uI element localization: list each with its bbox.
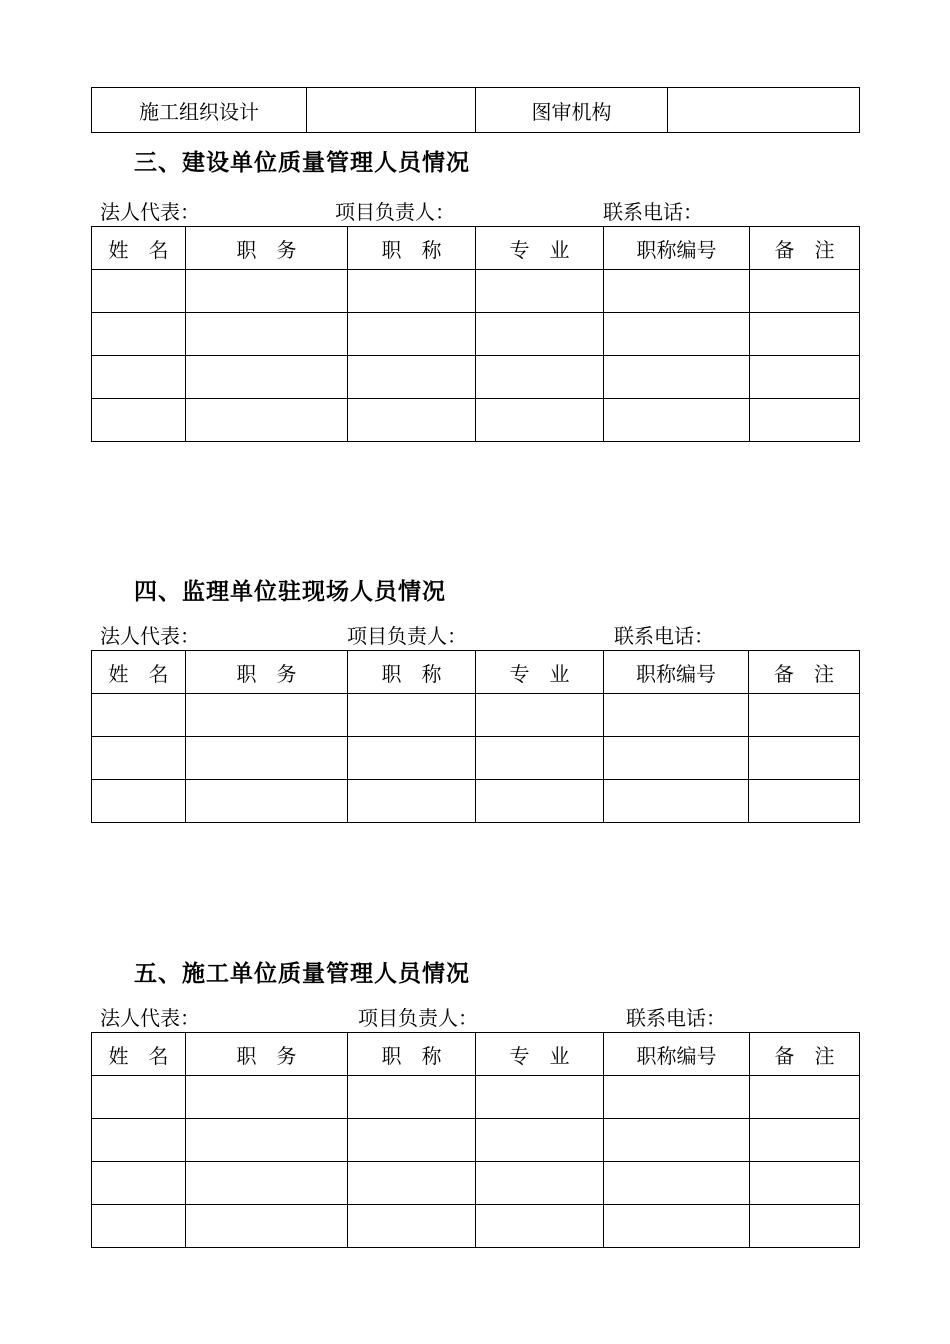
table-row — [92, 1076, 860, 1119]
review-agency-label: 图审机构 — [476, 88, 668, 133]
section-4-phone: 联系电话： — [614, 624, 714, 648]
table-row — [92, 356, 860, 399]
col-position-header: 职 务 — [186, 1033, 348, 1076]
table-row — [92, 1205, 860, 1248]
col-title-header: 职 称 — [348, 1033, 476, 1076]
review-agency-value[interactable] — [668, 88, 860, 133]
col-title-number-header: 职称编号 — [604, 1033, 750, 1076]
col-position-header: 职 务 — [186, 651, 348, 694]
col-major-header: 专 业 — [476, 651, 604, 694]
section-5-project-lead: 项目负责人： — [358, 1006, 478, 1030]
construction-org-design-value[interactable] — [307, 88, 476, 133]
col-position-header: 职 务 — [186, 227, 348, 270]
table-row — [92, 1162, 860, 1205]
col-title-header: 职 称 — [348, 651, 476, 694]
table-row — [92, 270, 860, 313]
col-remarks-header: 备 注 — [749, 651, 860, 694]
section-4-legal-rep: 法人代表： — [100, 624, 200, 648]
col-title-number-header: 职称编号 — [604, 227, 750, 270]
section-5-table — [91, 1032, 860, 1248]
table-row — [92, 313, 860, 356]
section-3-table — [91, 226, 860, 442]
col-major-header: 专 业 — [476, 1033, 604, 1076]
col-major-header: 专 业 — [476, 227, 604, 270]
section-3-title: 三、建设单位质量管理人员情况 — [134, 150, 470, 176]
section-3-project-lead: 项目负责人： — [335, 200, 455, 224]
section-5-legal-rep: 法人代表： — [100, 1006, 200, 1030]
section-4-table — [91, 650, 860, 823]
section-3-legal-rep: 法人代表： — [100, 200, 200, 224]
section-4-title: 四、监理单位驻现场人员情况 — [134, 579, 446, 605]
table-row — [92, 399, 860, 442]
col-title-header: 职 称 — [348, 227, 476, 270]
table-row — [92, 1119, 860, 1162]
col-name-header: 姓 名 — [92, 651, 186, 694]
table-row — [92, 694, 860, 737]
col-name-header: 姓 名 — [92, 227, 186, 270]
col-remarks-header: 备 注 — [750, 227, 860, 270]
col-name-header: 姓 名 — [92, 1033, 186, 1076]
construction-org-design-label: 施工组织设计 — [92, 88, 307, 133]
table-row — [92, 780, 860, 823]
section-5-phone: 联系电话： — [626, 1006, 726, 1030]
top-info-table — [91, 87, 860, 133]
section-5-title: 五、施工单位质量管理人员情况 — [134, 961, 470, 987]
section-4-project-lead: 项目负责人： — [347, 624, 467, 648]
section-3-phone: 联系电话： — [603, 200, 703, 224]
col-remarks-header: 备 注 — [750, 1033, 860, 1076]
table-row — [92, 737, 860, 780]
col-title-number-header: 职称编号 — [604, 651, 749, 694]
